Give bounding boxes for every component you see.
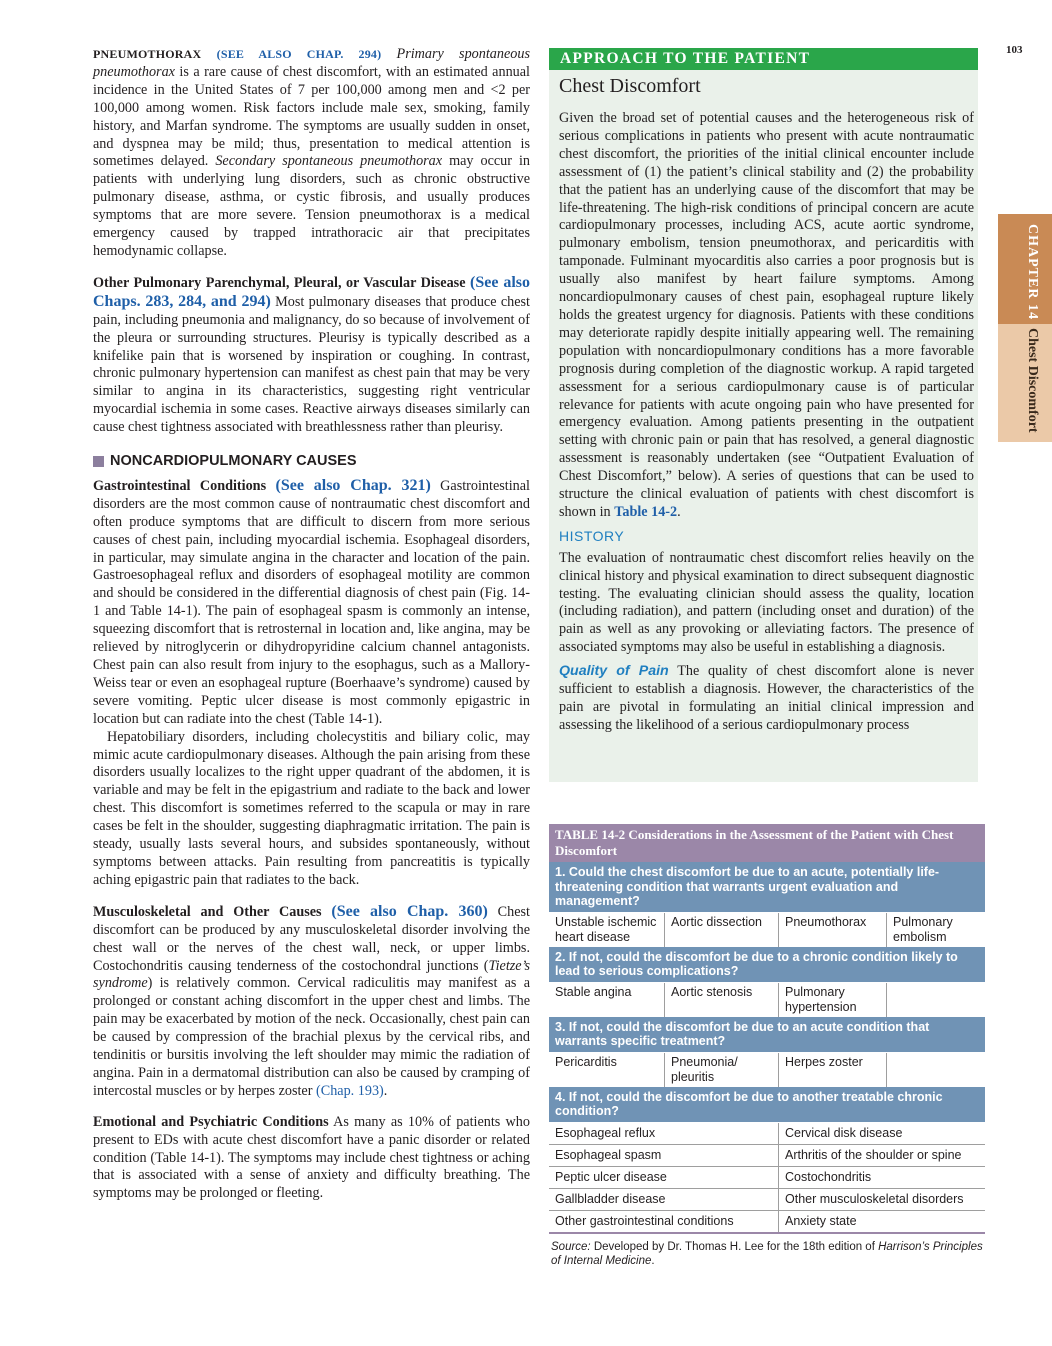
table-cell: Herpes zoster [779, 1053, 887, 1087]
table-row-2 [549, 983, 985, 1017]
table-question-3: 3. If not, could the discomfort be due to an acute condition that warrants specific treatment? [549, 1017, 985, 1053]
history-heading: HISTORY [559, 527, 625, 544]
table-cell: Costochondritis [785, 1169, 872, 1184]
table-cell: Other musculoskeletal disorders [785, 1191, 964, 1206]
gastrointestinal-paragraph [93, 477, 530, 729]
approach-title: Chest Discomfort [559, 75, 701, 97]
table-row [549, 1145, 985, 1167]
table-title: TABLE 14-2 Considerations in the Assessment of the Patient with Chest Discomfort [549, 824, 985, 862]
musculoskeletal-heading: Musculoskeletal and Other Causes [93, 903, 322, 920]
musculoskeletal-text-1: Chest discomfort can be produced by any musculoskeletal disorder involving the chest wall or the nerves of the chest wall, neck, or upper limbs. Costochondritis causing tenderness of the costochondral junctions ( [93, 903, 531, 974]
secondary-pneumothorax-term: Secondary spontaneous pneumothorax [215, 153, 443, 170]
table-row [549, 1189, 985, 1211]
table-cell: Pneumothorax [779, 913, 887, 947]
gastrointestinal-heading: Gastrointestinal Conditions [93, 477, 267, 494]
table-row [549, 1211, 985, 1232]
musculoskeletal-paragraph [93, 903, 530, 1101]
pneumothorax-text-2: may occur in patients with underlying lung disorders, such as chronic obstructive pulmonary disease, asthma, or cystic fibrosis, and usually produces symptoms that are more severe. Tension pneumothorax is a medical emergency caused by trapped intrathoracic air that precipitates hemodynamic collapse. [93, 153, 530, 259]
table-cell: Aortic dissection [665, 913, 779, 947]
approach-text-1-end: . [677, 503, 681, 520]
chapter-tab [998, 214, 1052, 442]
table-row [549, 1167, 985, 1189]
chapter-name-label: Chest Discomfort [1025, 328, 1040, 433]
table-cell: Aortic stenosis [665, 983, 779, 1017]
table-list [549, 1123, 985, 1232]
quality-paragraph [559, 663, 974, 735]
noncardiopulmonary-heading-text: NONCARDIOPULMONARY CAUSES [110, 453, 357, 470]
pulmonary-chapter-ref[interactable]: (See also Chaps. 283, 284, and 294) [93, 273, 530, 310]
approach-body [549, 102, 978, 735]
table-cell: Pulmonary embolism [893, 914, 953, 944]
approach-text-1: Given the broad set of potential causes and the heterogeneous risk of serious complications in patients who present with acute nontraumatic chest discomfort, the priorities of the initial clinical encounter include assessment of (1) the patient’s clinical stability and (2) the probability that the patient has an underlying cause of the discomfort that may be life-threatening. The high-risk conditions of principal concern are acute cardiopulmonary processes, including ACS, acute aortic syndrome, pulmonary embolism, tension pneumothorax, and pericarditis with tamponade. Fulminant myocarditis also carries a poor prognosis but is usually also manifest by heart failure symptoms. Among noncardiopulmonary causes of chest pain, esophageal rupture likely holds the greatest urgency for diagnosis. Patients with these conditions may deteriorate rapidly despite initially appearing well. The remaining population with noncardiopulmonary conditions has a more favorable prognosis during completion of the diagnostic workup. A rapid targeted assessment for a serious cardiopulmonary cause is of particular relevance for patients with acute ongoing pain who have presented for emergency evaluation. Among patients presenting in the outpatient setting with chronic pain or pain that has resolved, a general diagnostic assessment is reasonably undertaken (see “Outpatient Evaluation of Chest Discomfort,” below). A series of questions that can be used to structure the clinical evaluation of patients with chest discomfort is shown in [559, 110, 974, 520]
table-row-1 [549, 913, 985, 947]
pulmonary-paragraph [93, 274, 530, 437]
quality-of-pain-heading: Quality of Pain [559, 663, 669, 680]
musculoskeletal-text-3: . [383, 1082, 388, 1099]
approach-header: APPROACH TO THE PATIENT [549, 48, 978, 70]
table-cell: Esophageal reflux [549, 1123, 779, 1144]
gastrointestinal-text: Gastrointestinal disorders are the most common cause of nontraumatic chest discomfort and often produce symptoms that are difficult to discern from more serious causes of chest pain, including myocardial ischemia. Esophageal disorders, in particular, may simulate angina in the character and location of the pain. Gastroesophageal reflux and disorders of esophageal motility are common and should be considered in the differential diagnosis of chest pain (Fig. 14-1 and Table 14-1). The pain of esophageal spasm is commonly an intense, squeezing discomfort that is retrosternal in location and, like angina, may be relieved by nitroglycerin or dihydropyridine calcium channel antagonists. Chest pain can also result from injury to the esophagus, such as a Mallory-Weiss tear or even an esophageal rupture (Boerhaave’s syndrome) caused by severe vomiting. Peptic ulcer disease is most commonly epigastric in location but can radiate into the chest (Table 14-1). [93, 477, 530, 727]
pneumothorax-paragraph [93, 46, 530, 261]
table-row-3 [549, 1053, 985, 1087]
gastrointestinal-chapter-ref[interactable]: (See also Chap. 321) [275, 476, 431, 494]
chapter-number-label: CHAPTER 14 [1025, 224, 1040, 320]
emotional-text: As many as 10% of patients who present to EDs with acute chest discomfort have a panic disorder or related condition (Table 14-1). The symptoms may include chest tightness or aching that is associated with a sense of anxiety and difficulty breathing. The symptoms may be prolonged or fleeting. [93, 1113, 530, 1202]
musculoskeletal-chapter-ref[interactable]: (See also Chap. 360) [331, 902, 488, 920]
table-cell: Pulmonary hypertension [779, 983, 887, 1017]
tietze-syndrome-term: Tietze’s syndrome [93, 957, 530, 992]
table-14-2 [549, 824, 985, 1268]
primary-pneumothorax-term: Primary spontaneous pneumothorax [93, 46, 530, 80]
pneumothorax-heading: PNEUMOTHORAX [93, 47, 202, 61]
pneumothorax-text-1: is a rare cause of chest discomfort, with an estimated annual incidence in the United States of 7 per 100,000 among men and <2 per 100,000 among women. Risk factors include male sex, smoking, family history, and Marfan syndrome. The symptoms are usually sudden in onset, and dyspnea may be mild; thus, presentation to medical attention is sometimes delayed. [93, 63, 530, 170]
table-question-4: 4. If not, could the discomfort be due to another treatable chronic condition? [549, 1087, 985, 1123]
table-cell: Pericarditis [549, 1053, 665, 1087]
source-book: Harrison’s Principles of Internal Medicine [551, 1240, 983, 1267]
source-label: Source: [551, 1240, 591, 1253]
table-14-2-ref[interactable]: Table 14-2 [614, 503, 678, 520]
emotional-paragraph [93, 1114, 530, 1204]
source-end: . [651, 1254, 655, 1267]
table-question-2: 2. If not, could the discomfort be due to a chronic condition likely to lead to serious complications? [549, 947, 985, 983]
section-square-icon [93, 456, 104, 467]
table-cell: Other gastrointestinal conditions [549, 1211, 779, 1232]
table-cell: Arthritis of the shoulder or spine [785, 1147, 962, 1162]
page-number: 103 [1006, 44, 1023, 56]
musculoskeletal-text-2: ) is relatively common. Cervical radiculitis may manifest as a prolonged or constant aching discomfort in the upper chest and limbs. The pain may be exacerbated by motion of the neck. Occasionally, chest pain can be caused by compression of the brachial plexus by the cervical ribs, and tendinitis or bursitis involving the left shoulder may mimic the radiation of angina. Pain in a dermatomal distribution can also be caused by cramping of intercostal muscles or by herpes zoster [93, 975, 530, 1099]
table-cell: Esophageal spasm [549, 1145, 779, 1166]
pulmonary-heading: Other Pulmonary Parenchymal, Pleural, or Vascular Disease [93, 274, 466, 291]
chapter-tab-text [998, 214, 1052, 442]
table-cell: Peptic ulcer disease [549, 1167, 779, 1188]
table-source-note [549, 1234, 985, 1268]
emotional-heading: Emotional and Psychiatric Conditions [93, 1113, 329, 1130]
table-cell [887, 1053, 985, 1087]
table-cell: Gallbladder disease [549, 1189, 779, 1210]
approach-to-patient-box [549, 48, 978, 782]
table-cell: Anxiety state [785, 1213, 857, 1228]
table-cell: Unstable ischemic heart disease [549, 913, 665, 947]
table-cell: Stable angina [549, 983, 665, 1017]
table-row [549, 1123, 985, 1145]
pulmonary-text: Most pulmonary diseases that produce chest pain, including pneumonia and malignancy, do so because of involvement of the pleura or surrounding structures. Pleurisy is typically described as a knifelike pain that is worsened by inspiration or coughing. In contrast, chronic pulmonary hypertension can manifest as chest pain that may be very similar to angina in its characteristics, suggesting right ventricular myocardial ischemia in some cases. Reactive airways diseases similarly can cause chest tightness associated with breathlessness rather than pleurisy. [93, 293, 531, 436]
hepatobiliary-paragraph: Hepatobiliary disorders, including cholecystitis and biliary colic, may mimic acute cardiopulmonary diseases. Although the pain arising from these disorders usually localizes to the right upper quadrant of the abdomen, it is variable and may be felt in the epigastrium and radiate to the back and lower chest. This discomfort is sometimes referred to the scapula or may in rare cases be felt in the shoulder, suggesting diaphragmatic irritation. The pain is steady, usually lasts several hours, and subsides spontaneously, without symptoms between attacks. Pain resulting from pancreatitis is typically aching epigastric pain that radiates to the back. [93, 728, 530, 888]
noncardiopulmonary-heading [93, 453, 530, 471]
table-cell [887, 983, 985, 1017]
approach-paragraph-1 [559, 110, 974, 522]
table-question-1: 1. Could the chest discomfort be due to an acute, potentially life-threatening condition that warrants urgent evaluation and management? [549, 862, 985, 913]
pneumothorax-chapter-ref[interactable]: (SEE ALSO CHAP. 294) [216, 47, 382, 61]
left-column [93, 46, 530, 1203]
table-cell: Pneumonia/ pleuritis [665, 1053, 779, 1087]
table-cell: Cervical disk disease [785, 1125, 903, 1140]
quality-text: The quality of chest discomfort alone is never sufficient to establish a diagnosis. However, the characteristics of the pain are pivotal in formulating an initial clinical impression and assessing the likelihood of a serious cardiopulmonary process [559, 663, 974, 733]
herpes-chapter-ref[interactable]: (Chap. 193) [316, 1082, 384, 1099]
source-text: Developed by Dr. Thomas H. Lee for the 18th edition of [590, 1240, 879, 1253]
history-paragraph: The evaluation of nontraumatic chest discomfort relies heavily on the clinical history and physical examination to direct subsequent diagnostic testing. The evaluating clinician should assess the quality, location (including radiation), and pattern (including onset and duration) of the pain as well as any provoking or alleviating factors. The presence of associated symptoms may also be useful in establishing a diagnosis. [559, 549, 974, 656]
